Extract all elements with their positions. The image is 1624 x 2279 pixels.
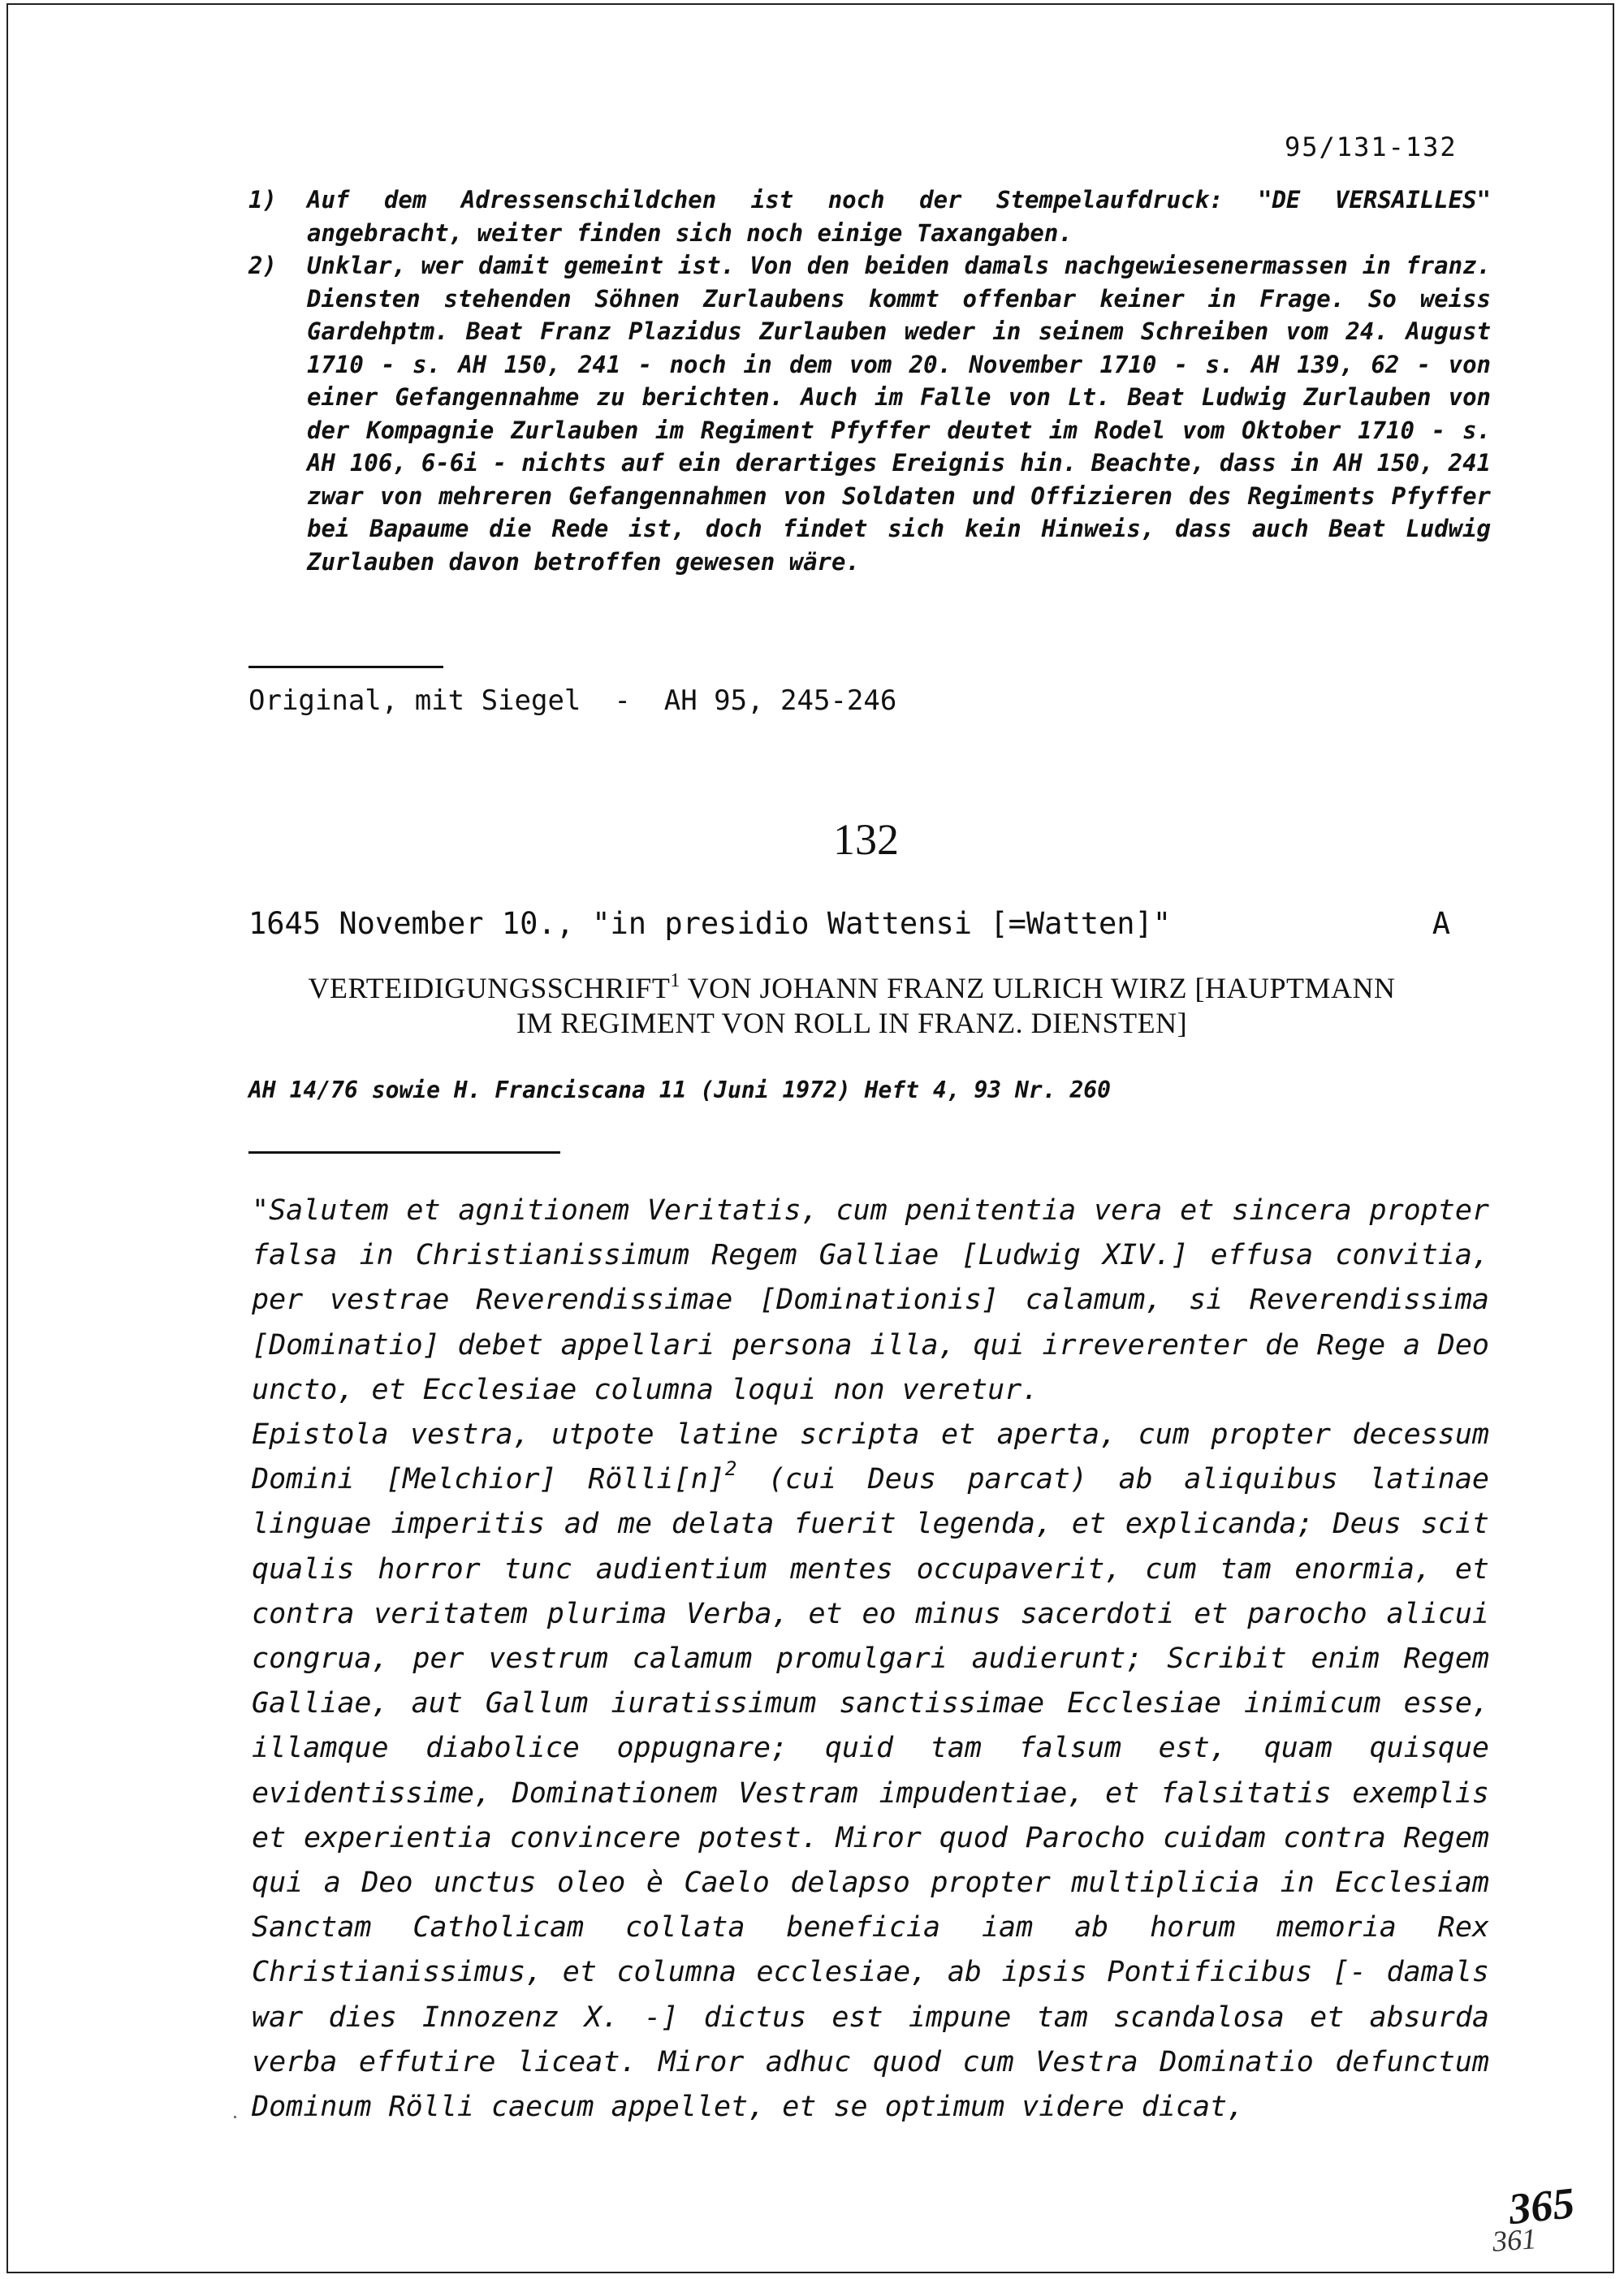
- footnote-number: 2): [248, 252, 277, 279]
- heading-line-2: IM REGIMENT VON ROLL IN FRANZ. DIENSTEN]: [516, 1007, 1188, 1039]
- divider-rule: [248, 1151, 560, 1154]
- footnotes: [248, 183, 1491, 578]
- archive-reference: AH 14/76 sowie H. Franciscana 11 (Juni 1972) Heft 4, 93 Nr. 260: [248, 1077, 1112, 1103]
- body-paragraph: Epistola vestra, utpote latine scripta et aperta, cum propter decessum Domini [Melchior] $Rölli[n]^2$ (cui Deus parcat) ab aliquibus latinae linguae imperitis ad me delata fuerit legenda, et explicanda; Deus scit qualis horror tunc audientium mentes occupaverit, cum tam enormia, et contra veritatem plurima Verba, et eo minus sacerdoti et parocho alicui congrua, per vestrum calamum promulgari audierunt; Scribit enim Regem Galliae, aut Gallum iuratissimum sanctissimae Ecclesiae inimicum esse, illamque diabolice oppugnare; quid tam falsum est, quam quisque evidentissime, Dominationem Vestram impudentiae, et falsitatis exemplis et experientia convincere potest. Miror quod Parocho cuidam contra Regem qui a Deo unctus oleo è Caelo delapso propter multiplicia in Ecclesiam Sanctam Catholicam collata beneficia iam ab horum memoria Rex Christianissimus, et columna ecclesiae, ab ipsis Pontificibus [- damals war dies Innozenz X. -] dictus est impune tam scandalosa et absurda verba effutire liceat. Miror adhuc quod cum Vestra Dominatio defunctum Dominum Rölli caecum appellet, et se optimum videre dicat,: [252, 1418, 1489, 2124]
- date-place: 1645 November 10., "in presidio Wattensi [=Watten]": [248, 906, 1172, 941]
- letter-body: [252, 1189, 1489, 2130]
- scan-speck: [234, 2116, 236, 2118]
- reference-number: 95/131-132: [1285, 132, 1458, 162]
- footnote-text: Auf dem Adressenschildchen ist noch der Stempelaufdruck: "DE VERSAILLES" angebracht, weiter finden sich noch einige Taxangaben.: [307, 186, 1491, 247]
- handwritten-page-number: 365: [1506, 2178, 1577, 2234]
- divider-rule: [248, 666, 443, 668]
- document-number: 132: [833, 815, 899, 864]
- footnote-ref: 2: [724, 1457, 737, 1481]
- footnote-ref: 1: [670, 970, 680, 991]
- letter-tag: A: [1432, 906, 1450, 941]
- heading-line-1: VERTEIDIGUNGSSCHRIFT$^1$ VON JOHANN FRANZ ULRICH WIRZ [HAUPTMANN: [308, 970, 1396, 1004]
- footnote: [248, 183, 1491, 249]
- source-line: Original, mit Siegel - AH 95, 245-246: [248, 684, 897, 717]
- body-paragraph: "Salutem et agnitionem Veritatis, cum penitentia vera et sincera propter falsa in Christianissimum Regem Galliae [Ludwig XIV.] effusa convitia, per vestrae Reverendissimae [Dominationis] calamum, si Reverendissima [Dominatio] debet appellari persona illa, qui irreverenter de Rege a Deo uncto, et Ecclesiae columna loqui non veretur.: [252, 1194, 1489, 1406]
- document-heading: [248, 971, 1455, 1041]
- footnote-number: 1): [248, 186, 277, 214]
- dateline: [248, 906, 1450, 941]
- footnote-text: Unklar, wer damit gemeint ist. Von den beiden damals nachgewiesenermassen in franz. Diensten stehenden Söhnen Zurlaubens kommt offenbar keiner in Frage. So weiss Gardehptm. Beat Franz Plazidus Zurlauben weder in seinem Schreiben vom 24. August 1710 - s. AH 150, 241 - noch in dem vom 20. November 1710 - s. AH 139, 62 - von einer Gefangennahme zu berichten. Auch im Falle von Lt. Beat Ludwig Zurlauben von der Kompagnie Zurlauben im Regiment Pfyffer deutet im Rodel vom Oktober 1710 - s. AH 106, 6-6i - nichts auf ein derartiges Ereignis hin. Beachte, dass in AH 150, 241 zwar von mehreren Gefangennahmen von Soldaten und Offizieren des Regiments Pfyffer bei Bapaume die Rede ist, doch findet sich kein Hinweis, dass auch Beat Ludwig Zurlauben davon betroffen gewesen wäre.: [307, 252, 1491, 576]
- footnote: [248, 249, 1491, 578]
- handwritten-old-page-number: 361: [1491, 2222, 1538, 2258]
